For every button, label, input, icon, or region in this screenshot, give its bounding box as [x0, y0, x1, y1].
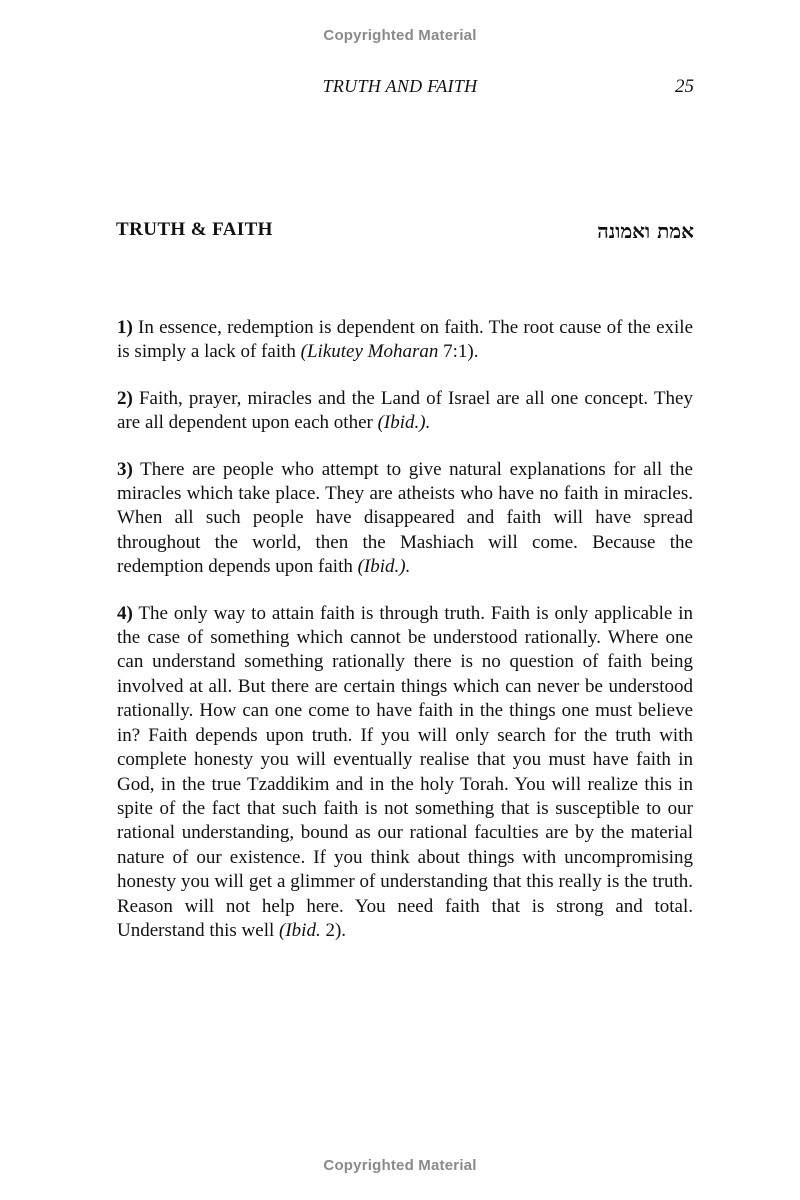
paragraph-4	[117, 602, 693, 944]
running-title: TRUTH AND FAITH	[322, 76, 478, 96]
paragraph-number: 1)	[117, 317, 133, 338]
paragraph-number: 3)	[117, 458, 133, 480]
paragraph-text: In essence, redemption is dependent on faith. The root cause of the exile is simply a lack of faith	[117, 317, 693, 363]
paragraph-text: The only way to attain faith is through truth. Faith is only applicable in the case of something which cannot be understood rationally. Where one can understand something rationally there is no question of faith being involved at all. But there are certain things which can never be understood rationally. How can one come to have faith in the things one must believe in? Faith depends upon truth. If you will only search for the truth with complete honesty you will eventually realise that you must have faith in God, in the true Tzaddikim and in the holy Torah. You will realize this in spite of the fact that such faith is not something that is susceptible to our rational understanding, bound as our rational faculties are by the material nature of our existence. If you think about things with uncompromising honesty you will get a glimmer of understanding that this really is the truth. Reason will not help here. You need faith that is strong and total. Understand this well	[117, 602, 693, 941]
chapter-title: TRUTH & FAITH	[116, 219, 273, 240]
paragraph-text: There are people who attempt to give natural explanations for all the miracles which take place. They are atheists who have no faith in miracles. When all such people have disappeared and faith will have spread throughout the world, then the Mashiach will come. Because the redemption depends upon faith	[117, 458, 693, 578]
paragraph-3	[117, 458, 693, 580]
paragraph-1	[117, 316, 693, 365]
source-citation: (Ibid.).	[377, 412, 431, 434]
running-header	[0, 76, 800, 100]
source-citation: (Likutey Moharan	[300, 341, 439, 363]
source-citation: (Ibid.	[279, 919, 321, 941]
watermark-top: Copyrighted Material	[323, 27, 477, 44]
paragraph-number: 4)	[117, 602, 133, 624]
paragraph-number: 2)	[117, 387, 133, 409]
paragraph-text: Faith, prayer, miracles and the Land of Israel are all one concept. They are all dependent upon each other	[117, 387, 693, 434]
chapter-heading	[116, 219, 694, 247]
source-citation: (Ibid.).	[357, 556, 411, 578]
body-text	[117, 316, 693, 965]
citation-reference: 7:1).	[438, 341, 479, 363]
chapter-hebrew-title: אמת ואמונה	[597, 219, 694, 243]
paragraph-2	[117, 387, 693, 436]
citation-reference: 2).	[320, 919, 347, 941]
watermark-bottom: Copyrighted Material	[323, 1157, 477, 1174]
page-number: 25	[675, 76, 694, 97]
